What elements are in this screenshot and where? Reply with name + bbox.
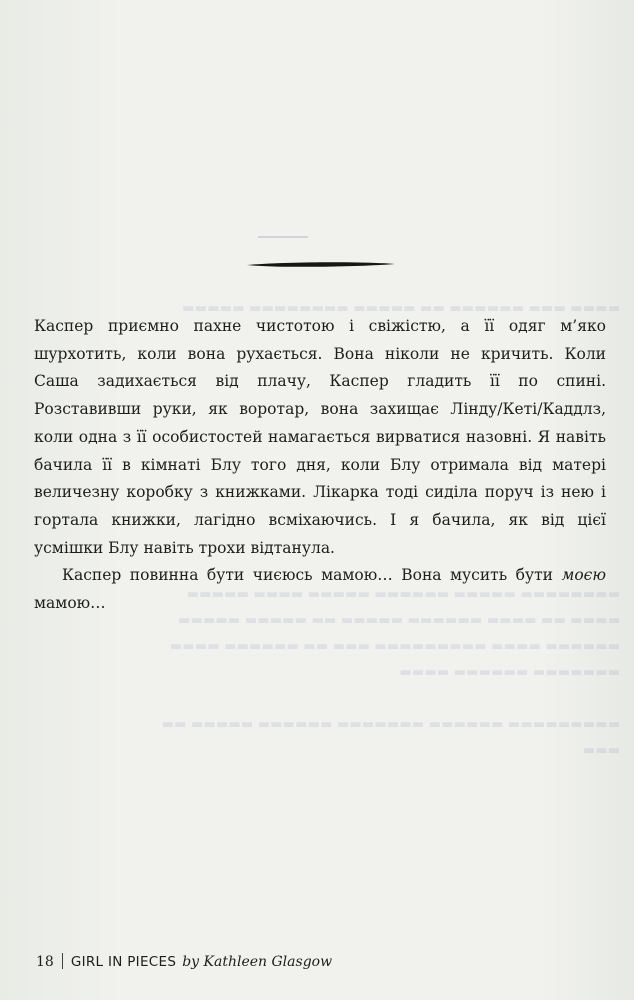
paragraph-2-start: Каспер повинна бути чиєюсь мамою… Вона мусить бути: [62, 566, 554, 585]
page-number: 18: [36, 954, 54, 970]
paragraph-2-emphasis: моєю: [561, 566, 606, 585]
body-text: [34, 313, 606, 618]
section-divider-ornament: [247, 259, 395, 271]
paragraph-2: [34, 562, 606, 617]
book-title: GIRL IN PIECES: [70, 954, 177, 970]
footer-separator: [62, 953, 63, 969]
book-author: by Kathleen Glasgow: [182, 954, 333, 970]
paragraph-1: Каспер приємно пахне чистотою і свіжістю, а її одяг м’яко шурхотить, коли вона рухається. Вона ніколи не кричить. Коли Саша задихається від плачу, Каспер гладить її по спині. Розставивши руки, як воротар, вона захищає Лінду/Кеті/Каддлз, коли одна з її особистостей намагається вирватися назовні. Я навіть бачила її в кімнаті Блу того дня, коли Блу отримала від матері величезну коробку з книжками. Лікарка тоді сиділа поруч із нею і гортала книжки, лагідно всміхаючись. І я бачила, як від цієї усмішки Блу навіть трохи відтанула.: [34, 317, 606, 557]
bleed-through-mark: [258, 236, 308, 238]
page-footer: [36, 953, 332, 970]
bleed-through-text: ▬▬▬▬ ▬▬▬ ▬▬▬▬▬▬ ▬▬ ▬▬▬▬▬ ▬▬▬▬▬▬▬▬ ▬▬▬▬▬ ▬▬▬▬▬▬▬▬ ▬▬▬▬▬ ▬▬▬▬▬▬ ▬▬▬▬▬ ▬▬▬▬ ▬▬▬▬▬ ▬▬▬▬ ▬▬ ▬▬▬▬ ▬▬▬▬▬▬ ▬▬▬▬▬ ▬▬ ▬▬▬▬▬ ▬▬▬▬▬ ▬▬▬▬▬▬ ▬▬▬▬ ▬▬▬▬▬▬▬▬▬ ▬▬▬ ▬▬ ▬▬▬▬▬▬ ▬▬▬▬ ▬▬▬▬▬▬▬ ▬▬▬▬▬▬ ▬▬▬▬ ▬▬▬▬▬▬▬▬▬ ▬▬▬▬▬▬ ▬▬▬▬▬▬▬ ▬▬▬▬▬▬ ▬▬▬▬▬ ▬▬ ▬▬▬: [161, 301, 620, 758]
paragraph-2-end: мамою…: [34, 594, 106, 613]
